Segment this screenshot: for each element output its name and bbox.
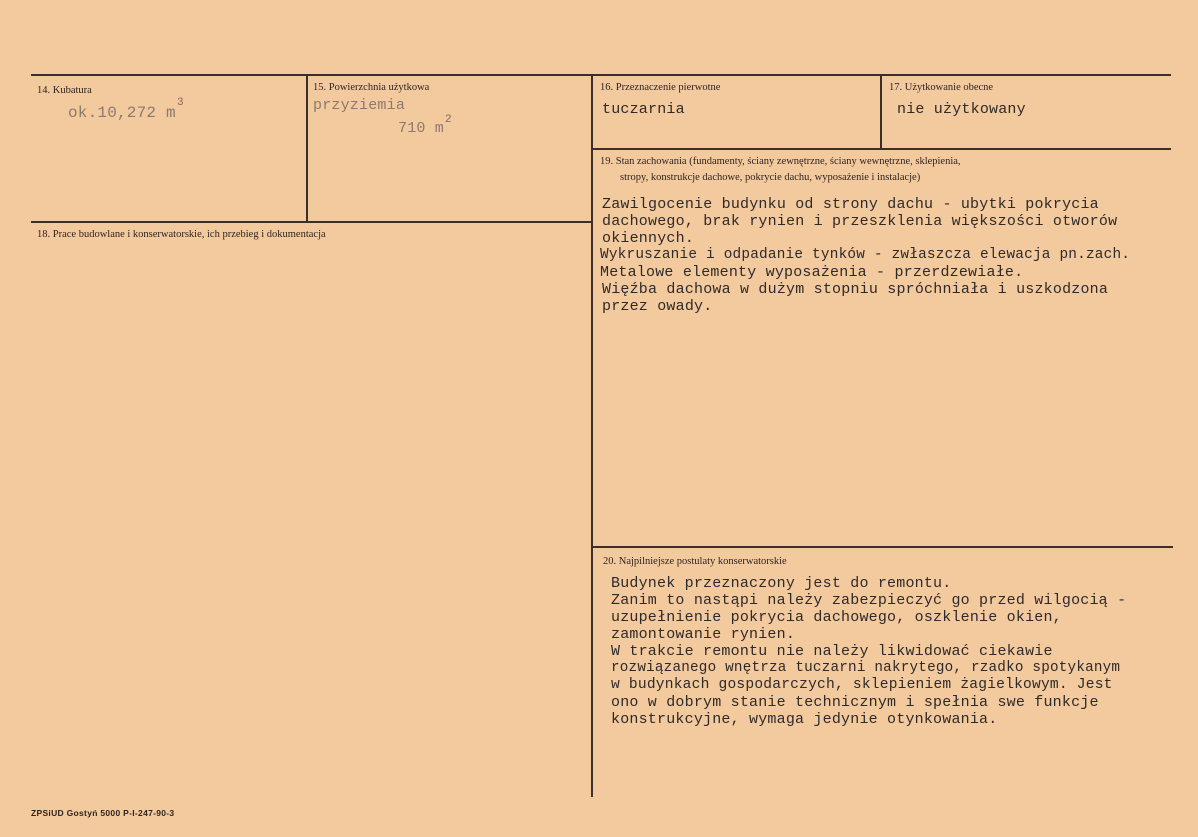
field-20-line: Zanim to nastąpi należy zabezpieczyć go przed wilgocią -: [611, 592, 1127, 609]
field-14-superscript: 3: [177, 97, 184, 109]
field-16-value: tuczarnia: [602, 101, 685, 118]
field-20-label: 20. Najpilniejsze postulaty konserwatorskie: [603, 556, 787, 567]
field-15-label: 15. Powierzchnia użytkowa: [313, 82, 430, 93]
field-19-line: dachowego, brak rynien i przeszklenia większości otworów: [602, 213, 1118, 230]
rule-under-14-15: [31, 221, 593, 223]
field-15-value-line1: przyziemia: [313, 97, 406, 114]
field-19-line: przez owady.: [602, 298, 713, 315]
field-20-line: Budynek przeznaczony jest do remontu.: [611, 575, 952, 592]
divider-14-15: [306, 75, 308, 221]
field-17-value: nie użytkowany: [897, 101, 1026, 118]
divider-15-16: [591, 75, 593, 797]
top-rule: [31, 74, 1171, 76]
rule-above-20: [593, 546, 1173, 548]
field-20-line: W trakcie remontu nie należy likwidować ciekawie: [611, 643, 1053, 660]
print-imprint: ZPSiUD Gostyń 5000 P-I-247-90-3: [31, 808, 175, 818]
field-17-label: 17. Użytkowanie obecne: [889, 82, 994, 93]
field-18-label: 18. Prace budowlane i konserwatorskie, ich przebieg i dokumentacja: [37, 229, 326, 240]
field-16-label: 16. Przeznaczenie pierwotne: [600, 82, 721, 93]
divider-16-17: [880, 75, 882, 149]
field-20-line: ono w dobrym stanie technicznym i spełnia swe funkcje: [611, 694, 1099, 711]
field-19-line: Zawilgocenie budynku od strony dachu - ubytki pokrycia: [602, 196, 1099, 213]
field-20-line: zamontowanie rynien.: [611, 626, 796, 643]
field-20-line: rozwiązanego wnętrza tuczarni nakrytego, rzadko spotykanym: [611, 660, 1121, 676]
field-20-line: w budynkach gospodarczych, sklepieniem żagielkowym. Jest: [611, 677, 1113, 693]
field-14-label: 14. Kubatura: [37, 85, 92, 96]
field-19-label-line2: stropy, konstrukcje dachowe, pokrycie dachu, wyposażenie i instalacje): [620, 172, 921, 183]
field-14-value: ok.10,272 m: [68, 104, 176, 122]
field-19-line: okiennych.: [602, 230, 695, 247]
field-20-line: konstrukcyjne, wymaga jedynie otynkowania.: [611, 711, 998, 728]
field-19-line: Więźba dachowa w dużym stopniu spróchniała i uszkodzona: [602, 281, 1109, 298]
field-20-line: uzupełnienie pokrycia dachowego, oszklenie okien,: [611, 609, 1062, 626]
field-19-line: Metalowe elementy wyposażenia - przerdzewiałe.: [600, 264, 1024, 281]
field-15-superscript: 2: [445, 114, 452, 126]
rule-under-16-17: [593, 148, 1171, 150]
field-19-label-line1: 19. Stan zachowania (fundamenty, ściany zewnętrzne, ściany wewnętrzne, sklepienia,: [600, 156, 961, 167]
field-15-value-line2: 710 m: [398, 120, 445, 137]
field-19-line: Wykruszanie i odpadanie tynków - zwłaszcza elewacja pn.zach.: [600, 247, 1131, 263]
